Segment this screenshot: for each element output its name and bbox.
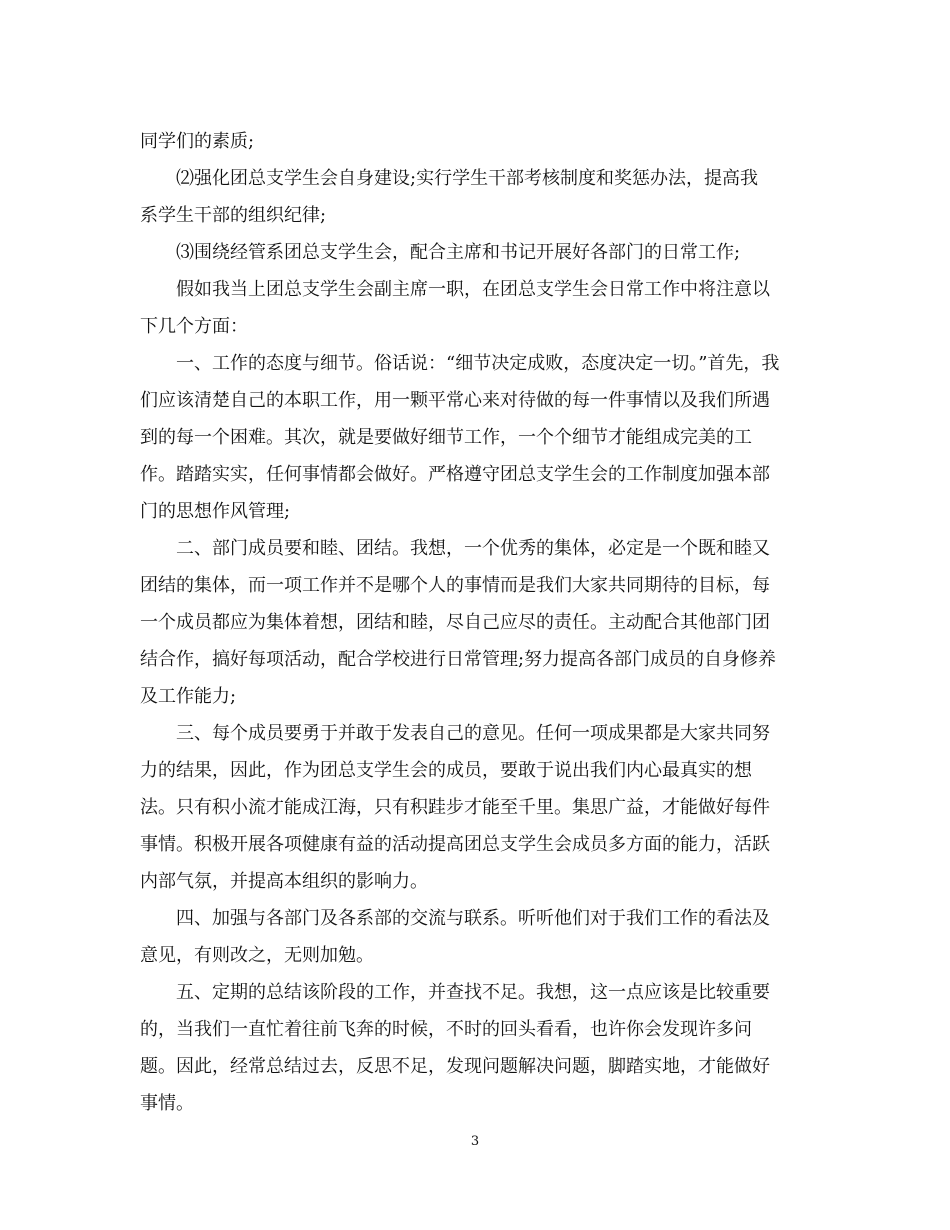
text-line: 到的每一个困难。其次，就是要做好细节工作，一个个细节才能组成完美的工 bbox=[140, 427, 752, 448]
text-line: 力的结果，因此，作为团总支学生会的成员，要敢于说出我们内心最真实的想 bbox=[140, 760, 752, 781]
text-line: 二、部门成员要和睦、团结。我想，一个优秀的集体，必定是一个既和睦又 bbox=[140, 538, 770, 559]
text-line: ⑵强化团总支学生会自身建设;实行学生干部考核制度和奖惩办法，提高我 bbox=[140, 168, 759, 189]
text-line: 下几个方面： bbox=[140, 316, 248, 337]
text-line: 一、工作的态度与细节。俗话说：“细节决定成败，态度决定一切。”首先，我 bbox=[140, 353, 780, 374]
text-line: 事情。积极开展各项健康有益的活动提高团总支学生会成员多方面的能力，活跃 bbox=[140, 834, 770, 855]
text-line: 作。踏踏实实，任何事情都会做好。严格遵守团总支学生会的工作制度加强本部 bbox=[140, 464, 770, 485]
text-line: 门的思想作风管理; bbox=[140, 501, 291, 522]
text-line: 们应该清楚自己的本职工作，用一颗平常心来对待做的每一件事情以及我们所遇 bbox=[140, 390, 770, 411]
text-line: 四、加强与各部门及各系部的交流与联系。听听他们对于我们工作的看法及 bbox=[140, 908, 770, 929]
text-line: 团结的集体，而一项工作并不是哪个人的事情而是我们大家共同期待的目标，每 bbox=[140, 575, 770, 596]
text-line: 意见，有则改之，无则加勉。 bbox=[140, 945, 374, 966]
text-line: 一个成员都应为集体着想，团结和睦，尽自己应尽的责任。主动配合其他部门团 bbox=[140, 612, 770, 633]
text-line: 五、定期的总结该阶段的工作，并查找不足。我想，这一点应该是比较重要 bbox=[140, 982, 770, 1003]
text-line: ⑶围绕经管系团总支学生会，配合主席和书记开展好各部门的日常工作; bbox=[140, 242, 741, 263]
text-line: 法。只有积小流才能成江海，只有积跬步才能至千里。集思广益，才能做好每件 bbox=[140, 797, 770, 818]
text-line: 结合作，搞好每项活动，配合学校进行日常管理;努力提高各部门成员的自身修养 bbox=[140, 649, 777, 670]
text-line: 题。因此，经常总结过去，反思不足，发现问题解决问题，脚踏实地，才能做好 bbox=[140, 1056, 770, 1077]
text-line: 内部气氛，并提高本组织的影响力。 bbox=[140, 871, 428, 892]
text-line: 同学们的素质; bbox=[140, 131, 255, 152]
text-line: 假如我当上团总支学生会副主席一职，在团总支学生会日常工作中将注意以 bbox=[140, 279, 770, 300]
page-number: 3 bbox=[470, 1134, 480, 1149]
text-line: 的，当我们一直忙着往前飞奔的时候，不时的回头看看，也许你会发现许多问 bbox=[140, 1019, 752, 1040]
text-line: 三、每个成员要勇于并敢于发表自己的意见。任何一项成果都是大家共同努 bbox=[140, 723, 770, 744]
text-line: 事情。 bbox=[140, 1093, 194, 1114]
text-line: 系学生干部的组织纪律; bbox=[140, 205, 327, 226]
text-line: 及工作能力; bbox=[140, 686, 237, 707]
